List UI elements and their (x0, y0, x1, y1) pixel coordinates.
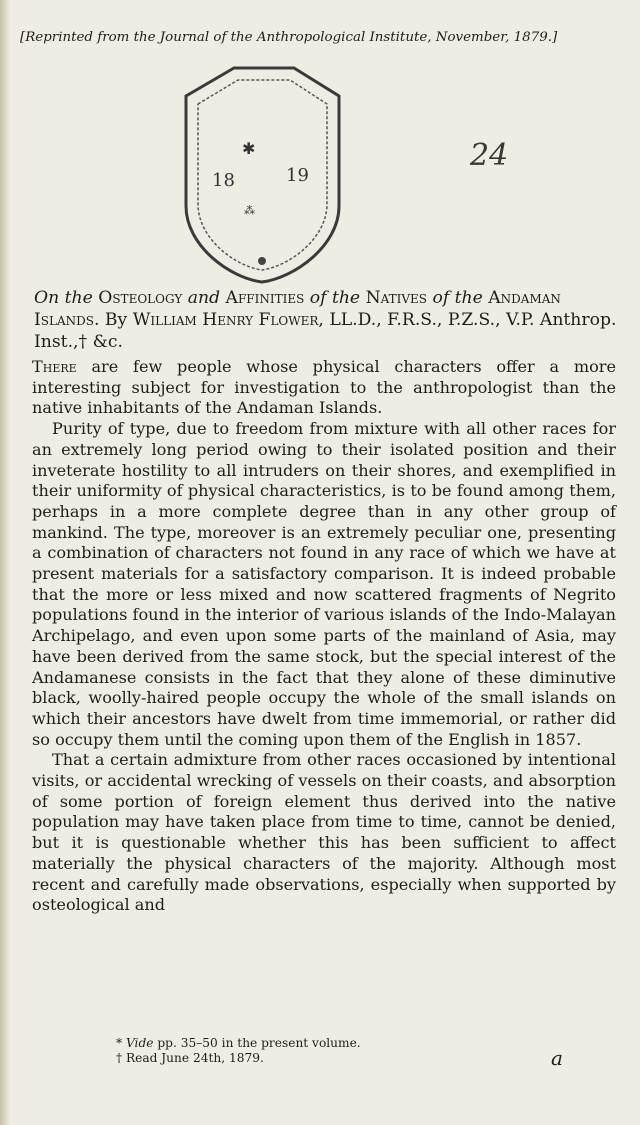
handwritten-shelf-mark (466, 125, 556, 185)
footnotes (116, 1036, 516, 1066)
article-body (32, 357, 616, 916)
stamp-ornament-glyph: ⁂ (244, 204, 255, 217)
stamp-number-right: 19 (286, 165, 309, 186)
signature-letter: a (551, 1046, 563, 1070)
paragraph-intro: There are few people whose physical characters offer a more interesting subject for investigation to the anthropologist than the native inhabitants of the Andaman Islands. (32, 357, 616, 418)
footnote-star: * Vide pp. 35–50 in the present volume. (116, 1036, 361, 1050)
stamp-star-glyph: ✱ (242, 139, 256, 158)
opening-word: There (32, 357, 77, 376)
article-title: On the Osteology and Affinities of the Natives of the Andaman Islands. By William Henry Flower, LL.D., F.R.S., P.Z.S., V.P. Anthrop. Inst.,† &c. (34, 288, 617, 352)
reprint-header: [Reprinted from the Journal of the Anthropological Institute, November, 1879.] (20, 30, 558, 45)
paragraph-purity-of-type: Purity of type, due to freedom from mixture with all other races for an extremely long period owing to their isolated position and their inveterate hostility to all intruders on their shores, and exemplified in their uniformity of physical characteristics, is to be found among them, perhaps in a more complete degree than in any other group of mankind. The type, moreover is an extremely peculiar one, presenting a combination of characters not found in any race of which we have at present materials for a satisfactory comparison. It is indeed probable that the more or less mixed and now scattered fragments of Negrito populations found in the interior of various islands of the Indo-Malayan Archipelago, and even upon some parts of the mainland of Asia, may have been derived from the same stock, but the special interest of the Andamanese consists in the fact that they alone of these diminutive black, woolly-haired people occupy the whole of the small islands on which their ancestors have dwelt from time immemorial, or rather did so occupy them until the coming upon them of the English in 1857. (32, 419, 616, 749)
library-stamp (174, 56, 349, 286)
stamp-number-left: 18 (212, 170, 235, 191)
page-binding-edge (0, 0, 10, 1125)
footnote-dagger: † Read June 24th, 1879. (116, 1051, 264, 1065)
svg-text:24: 24 (470, 138, 509, 173)
paragraph-admixture: That a certain admixture from other races occasioned by intentional visits, or accidental wrecking of vessels on their coasts, and absorption of some portion of foreign element thus derived into the native population may have taken place from time to time, cannot be denied, but it is questionable whether this has been sufficient to affect materially the physical characters of the majority. Although most recent and carefully made observations, especially when supported by osteological and (32, 750, 616, 915)
